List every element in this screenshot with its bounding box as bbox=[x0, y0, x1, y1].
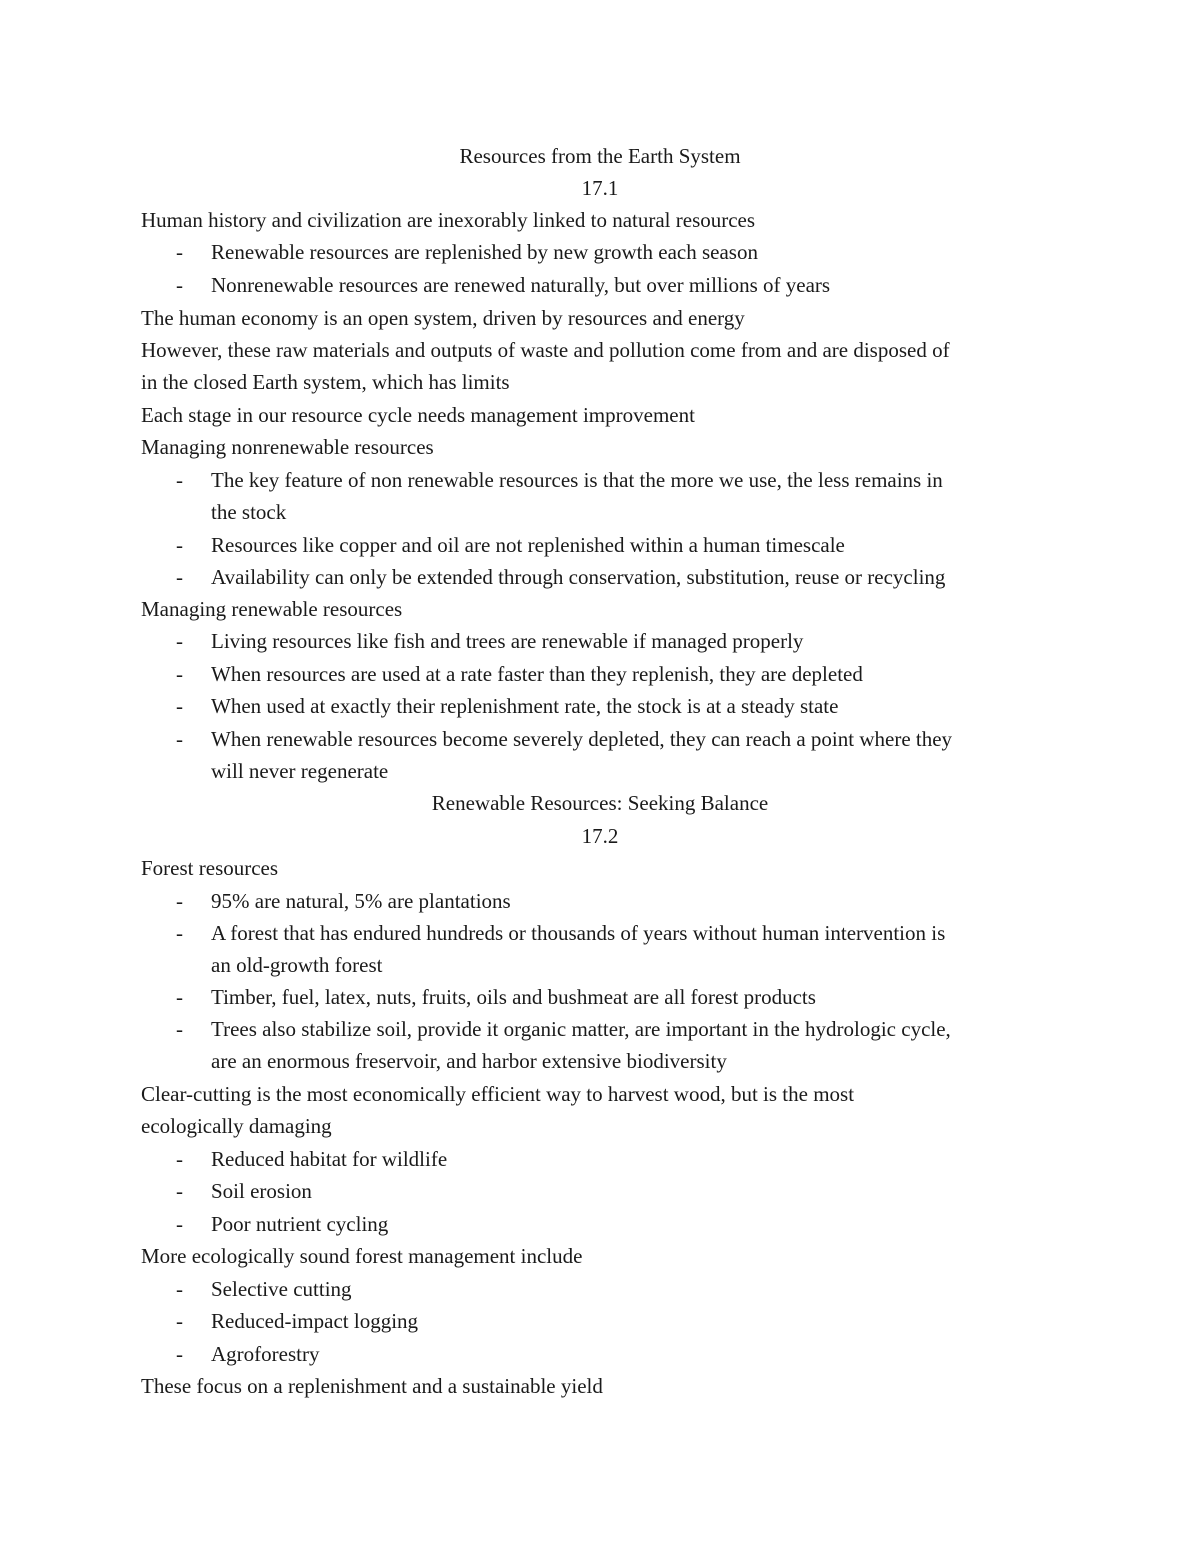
bullet-marker: - bbox=[176, 1309, 183, 1333]
bullet-marker: - bbox=[176, 565, 183, 589]
bullet-item: Agroforestry bbox=[211, 1342, 320, 1366]
bullet-item: Timber, fuel, latex, nuts, fruits, oils and bushmeat are all forest products bbox=[211, 985, 816, 1009]
bullet-item: Reduced habitat for wildlife bbox=[211, 1147, 448, 1171]
bullet-item-continuation: an old-growth forest bbox=[211, 953, 383, 977]
bullet-marker: - bbox=[176, 1179, 183, 1203]
section-number: 17.2 bbox=[581, 824, 619, 848]
bullet-item: When used at exactly their replenishment rate, the stock is at a steady state bbox=[211, 694, 839, 718]
section-title: Renewable Resources: Seeking Balance bbox=[431, 791, 769, 815]
bullet-marker: - bbox=[176, 727, 183, 751]
bullet-marker: - bbox=[176, 889, 183, 913]
bullet-marker: - bbox=[176, 273, 183, 297]
bullet-item: Resources like copper and oil are not replenished within a human timescale bbox=[211, 533, 845, 557]
bullet-item: 95% are natural, 5% are plantations bbox=[211, 889, 511, 913]
paragraph: in the closed Earth system, which has limits bbox=[141, 370, 510, 394]
paragraph: Each stage in our resource cycle needs management improvement bbox=[141, 403, 695, 427]
paragraph: Human history and civilization are inexorably linked to natural resources bbox=[141, 208, 756, 232]
paragraph: ecologically damaging bbox=[141, 1114, 332, 1138]
bullet-item: When renewable resources become severely depleted, they can reach a point where they bbox=[211, 727, 953, 751]
section-title: Resources from the Earth System bbox=[459, 144, 741, 168]
subheading: Forest resources bbox=[141, 856, 279, 880]
paragraph: The human economy is an open system, driven by resources and energy bbox=[141, 306, 745, 330]
section-number: 17.1 bbox=[581, 176, 619, 200]
bullet-item: Reduced-impact logging bbox=[211, 1309, 419, 1333]
bullet-marker: - bbox=[176, 694, 183, 718]
bullet-item: Soil erosion bbox=[211, 1179, 312, 1203]
bullet-marker: - bbox=[176, 533, 183, 557]
bullet-item: Trees also stabilize soil, provide it organic matter, are important in the hydrologic cycle, bbox=[211, 1017, 951, 1041]
paragraph: Clear-cutting is the most economically efficient way to harvest wood, but is the most bbox=[141, 1082, 855, 1106]
bullet-marker: - bbox=[176, 1212, 183, 1236]
bullet-item: Selective cutting bbox=[211, 1277, 352, 1301]
bullet-marker: - bbox=[176, 240, 183, 264]
bullet-marker: - bbox=[176, 468, 183, 492]
bullet-item: Poor nutrient cycling bbox=[211, 1212, 389, 1236]
bullet-item: Living resources like fish and trees are renewable if managed properly bbox=[211, 629, 804, 653]
bullet-marker: - bbox=[176, 1147, 183, 1171]
bullet-item: Nonrenewable resources are renewed naturally, but over millions of years bbox=[211, 273, 831, 297]
bullet-item: Renewable resources are replenished by new growth each season bbox=[211, 240, 758, 264]
paragraph: These focus on a replenishment and a sustainable yield bbox=[141, 1374, 603, 1398]
subheading: More ecologically sound forest management include bbox=[141, 1244, 583, 1268]
paragraph: However, these raw materials and outputs of waste and pollution come from and are disposed of bbox=[141, 338, 950, 362]
bullet-marker: - bbox=[176, 629, 183, 653]
bullet-item: Availability can only be extended through conservation, substitution, reuse or recycling bbox=[211, 565, 946, 589]
subheading: Managing renewable resources bbox=[141, 597, 403, 621]
bullet-marker: - bbox=[176, 1342, 183, 1366]
bullet-item: The key feature of non renewable resources is that the more we use, the less remains in bbox=[211, 468, 943, 492]
bullet-marker: - bbox=[176, 1017, 183, 1041]
bullet-item-continuation: will never regenerate bbox=[211, 759, 389, 783]
bullet-item: When resources are used at a rate faster than they replenish, they are depleted bbox=[211, 662, 863, 686]
bullet-marker: - bbox=[176, 921, 183, 945]
bullet-marker: - bbox=[176, 1277, 183, 1301]
bullet-item-continuation: the stock bbox=[211, 500, 287, 524]
bullet-marker: - bbox=[176, 985, 183, 1009]
subheading: Managing nonrenewable resources bbox=[141, 435, 434, 459]
bullet-marker: - bbox=[176, 662, 183, 686]
bullet-item-continuation: are an enormous freservoir, and harbor extensive biodiversity bbox=[211, 1049, 727, 1073]
bullet-item: A forest that has endured hundreds or thousands of years without human intervention is bbox=[211, 921, 946, 945]
